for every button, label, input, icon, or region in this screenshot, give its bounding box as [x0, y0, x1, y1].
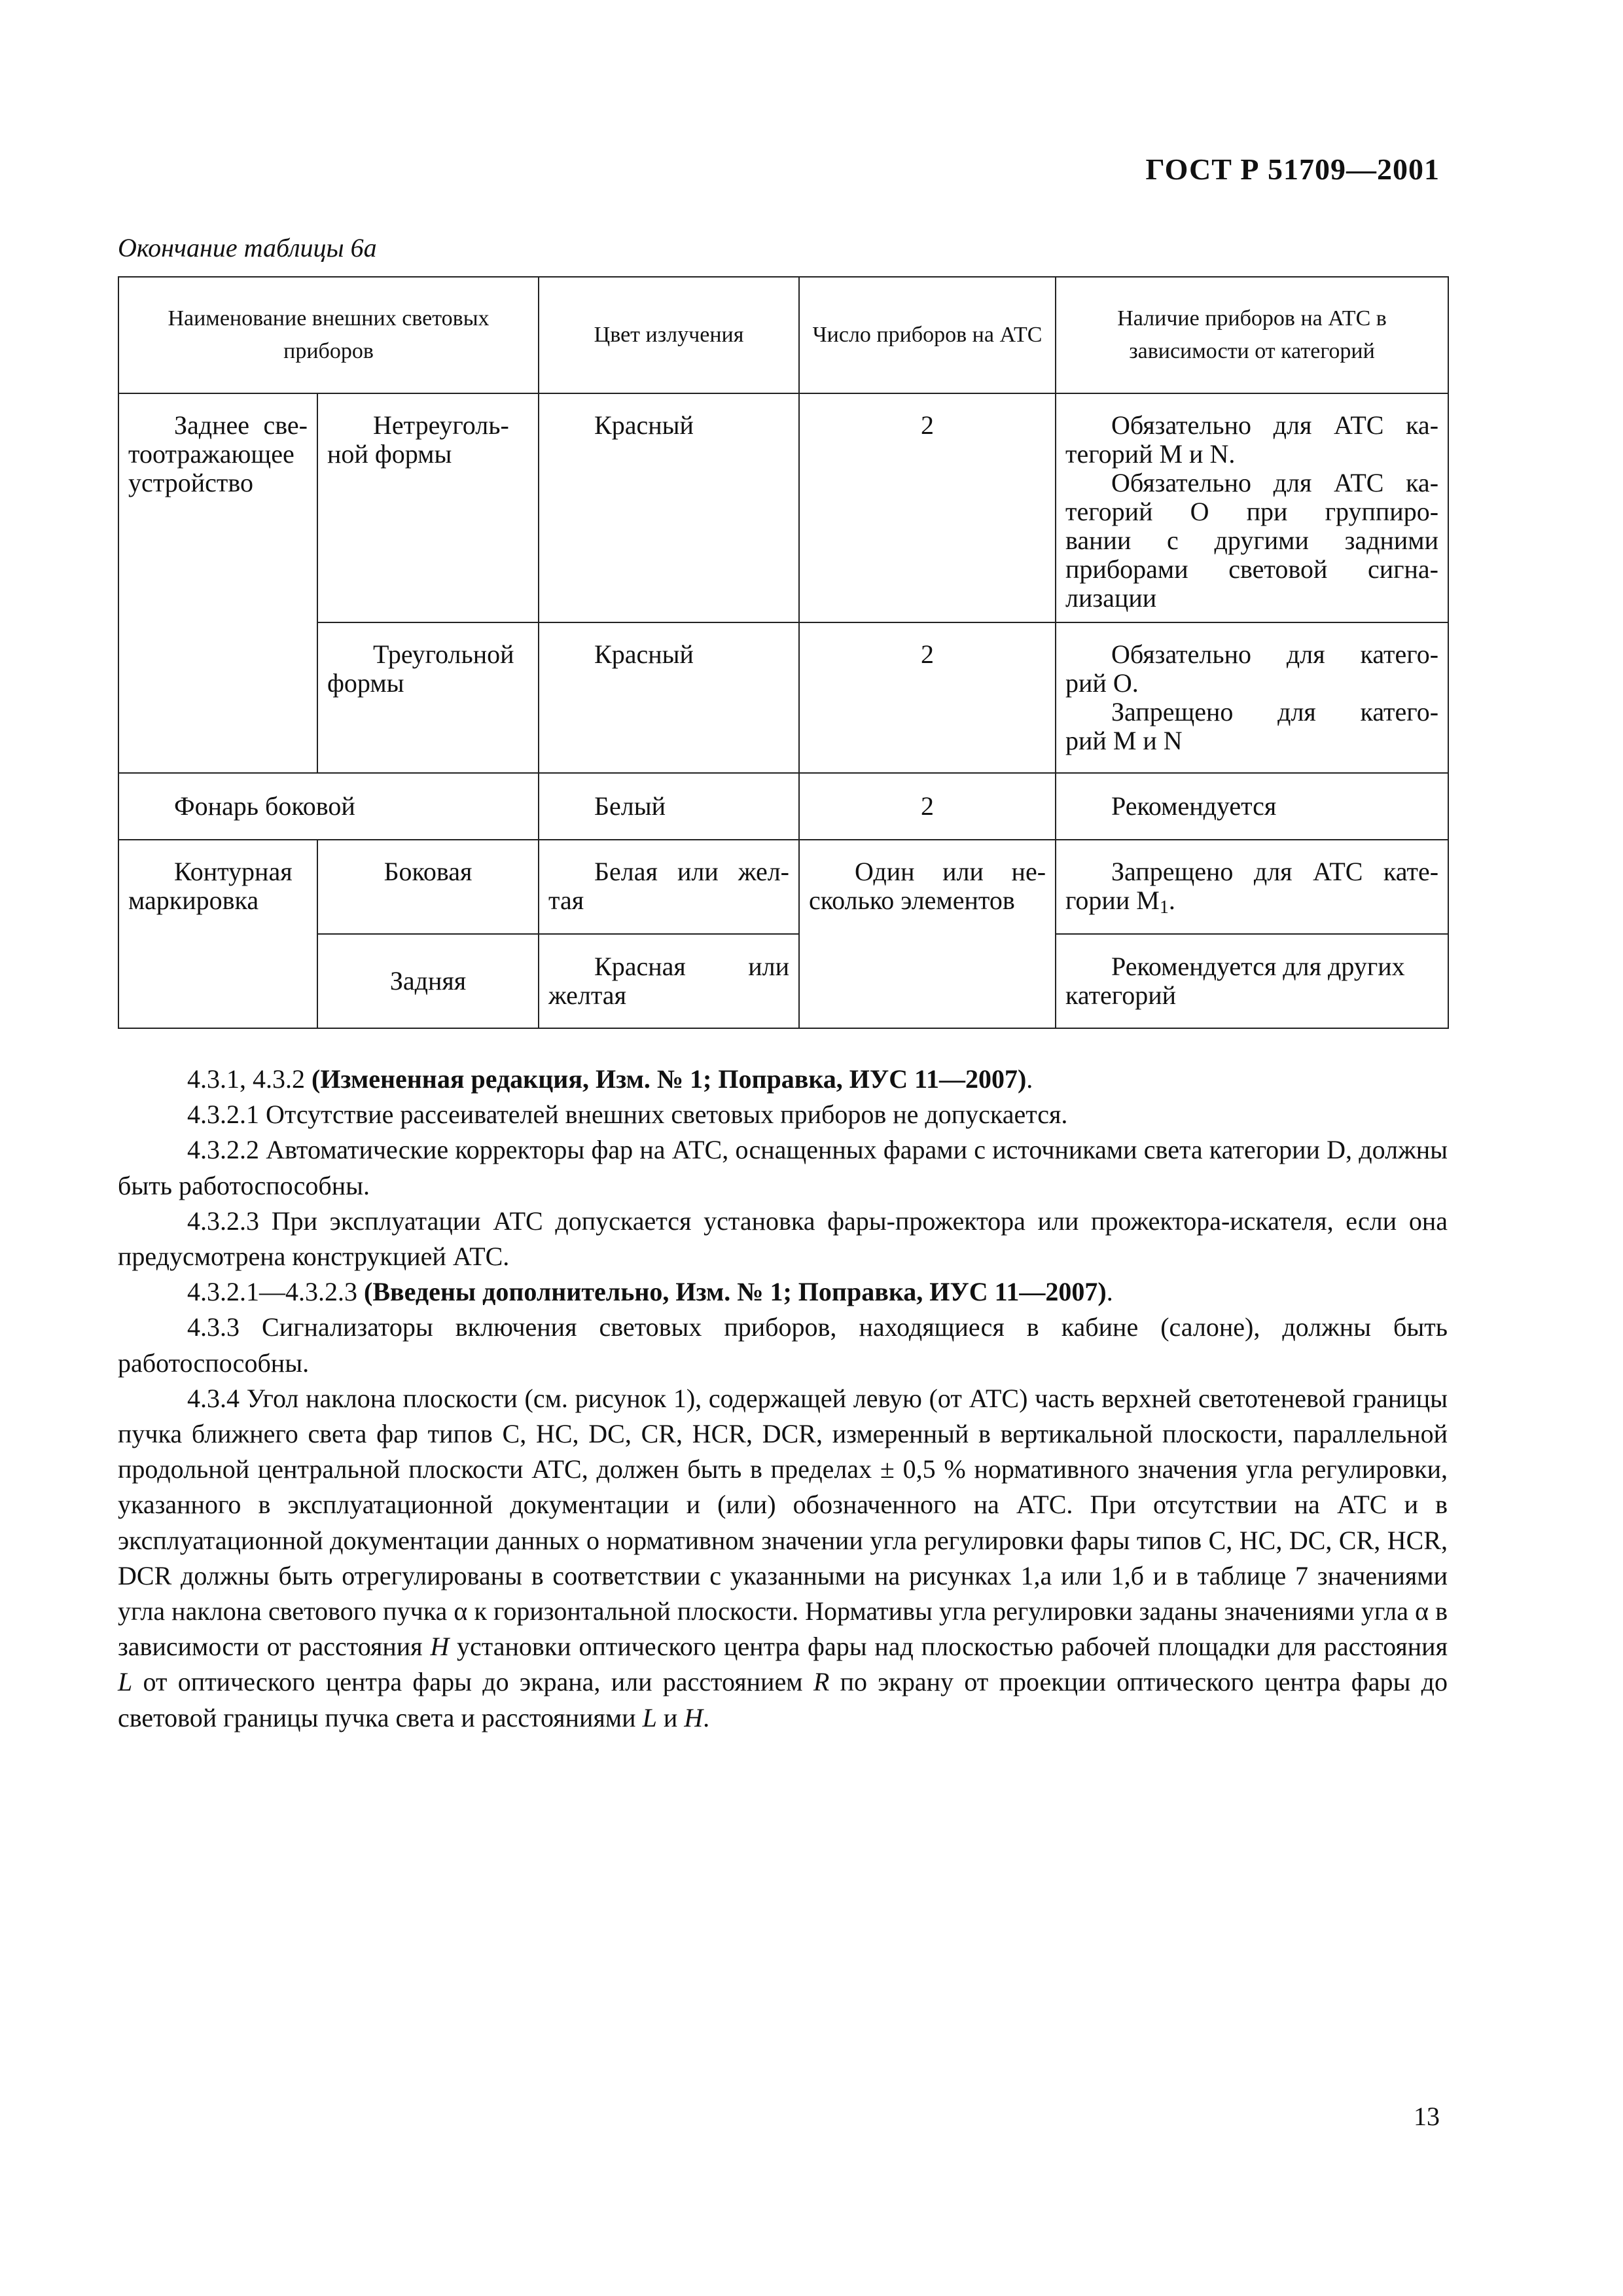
side-lamp-requirement: Рекомендуется [1056, 773, 1448, 840]
contour-rear-requirement: Рекомендуется для других категорий [1056, 934, 1448, 1028]
contour-side-color: Белая или жел- тая [539, 840, 799, 934]
contour-count: Один или не- сколько элементов [799, 840, 1056, 1028]
col-header-count: Число приборов на АТС [799, 277, 1056, 393]
table-row [118, 393, 1448, 622]
triangular-type: Треугольной формы [317, 622, 539, 773]
contour-marking-name: Контурная маркировка [118, 840, 317, 1028]
contour-side-type: Боковая [317, 840, 539, 934]
paragraph: 4.3.3 Сигнализаторы включения световых приборов, находящиеся в кабине (салоне), должны быть работоспособны. [118, 1312, 1448, 1378]
col-header-color: Цвет излучения [539, 277, 799, 393]
contour-side-requirement: Запрещено для АТС кате- гории $М_1$. [1056, 840, 1448, 934]
contour-rear-type: Задняя [317, 934, 539, 1028]
side-lamp-count: 2 [799, 773, 1056, 840]
paragraph: 4.3.1, 4.3.2 (Измененная редакция, Изм. № 1; Поправка, ИУС 11—2007). [187, 1064, 1033, 1094]
table-row [118, 840, 1448, 934]
table-caption: Окончание таблицы 6а [118, 233, 377, 262]
nontriangular-requirement: Обязательно для АТС ка- тегорий М и N. Обязательно для АТС ка- тегорий О при группиро- вании с другими задними приборами световой сигна- лизации [1056, 393, 1448, 622]
body-text [118, 1062, 1448, 1736]
light-devices-table [118, 276, 1449, 1029]
document-id: ГОСТ Р 51709—2001 [1145, 152, 1440, 186]
paragraph: 4.3.2.1—4.3.2.3 (Введены дополнительно, Изм. № 1; Поправка, ИУС 11—2007). [187, 1277, 1113, 1307]
table-row [118, 934, 1448, 1028]
paragraph: 4.3.2.1 Отсутствие рассеивателей внешних световых приборов не допускается. [187, 1100, 1068, 1130]
side-lamp-color: Белый [539, 773, 799, 840]
col-header-name: Наименование внешних световых приборов [118, 277, 539, 393]
table-row [118, 622, 1448, 773]
nontriangular-type: Нетреуголь- ной формы [317, 393, 539, 622]
table-header-row [118, 277, 1448, 393]
paragraph: 4.3.2.3 При эксплуатации АТС допускается установка фары-прожектора или прожектора-искателя, если она предусмотрена конструкцией АТС. [118, 1206, 1448, 1272]
paragraph: 4.3.2.2 Автоматические корректоры фар на АТС, оснащенных фарами с источниками света категории D, должны быть работоспособны. [118, 1135, 1448, 1200]
contour-rear-color: Красная или желтая [539, 934, 799, 1028]
triangular-count: 2 [799, 622, 1056, 773]
triangular-color: Красный [539, 622, 799, 773]
page-number: 13 [1414, 2102, 1440, 2131]
nontriangular-color: Красный [539, 393, 799, 622]
rear-reflector-name: Заднее све- тоотражающее устройство [118, 393, 317, 773]
col-header-presence: Наличие приборов на АТС в зависимости от категорий [1056, 277, 1448, 393]
paragraph: 4.3.4 Угол наклона плоскости (см. рисунок 1), содержащей левую (от АТС) часть верхней светотеневой границы пучка ближнего света фар типов С, НС, DC, CR, HCR, DCR, измеренный в вертикальной плоскости, параллельной продольной центральной плоскости АТС, должен быть в пределах ± 0,5 % нормативного значения угла регулировки, указанного в эксплуатационной документации и (или) обозначенного на АТС. При отсутствии на АТС и в эксплуатационной документации данных о нормативном значении угла регулировки фары типов С, НС, DC, CR, HCR, DCR должны быть отрегулированы в соответствии с указанными на рисунках 1,а или 1,б и в таблице 7 значениями угла наклона светового пучка α к горизонтальной плоскости. Нормативы угла регулировки заданы значениями угла α в зависимости от расстояния H установки оптического центра фары над плоскостью рабочей площадки для расстояния L от оптического центра фары до экрана, или расстоянием R по экрану от проекции оптического центра фары до световой границы пучка света и расстояниями L и H. [118, 1383, 1448, 1732]
table-row [118, 773, 1448, 840]
side-lamp-name: Фонарь боковой [118, 773, 539, 840]
nontriangular-count: 2 [799, 393, 1056, 622]
triangular-requirement: Обязательно для катего- рий О. Запрещено для катего- рий М и N [1056, 622, 1448, 773]
